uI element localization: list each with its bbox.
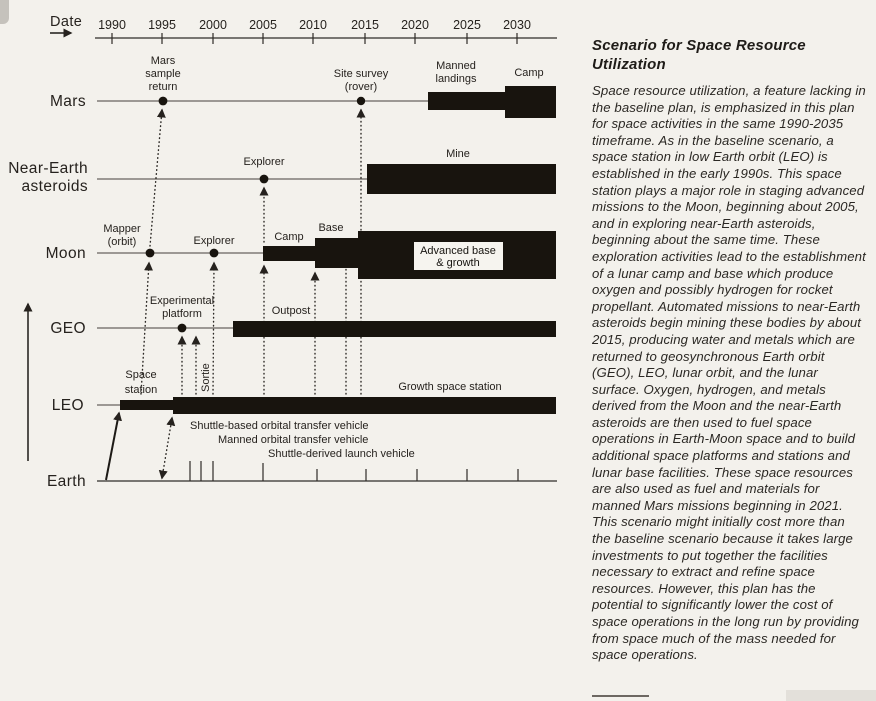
year-label: 2010 [299,18,327,32]
date-axis-label: Date [50,14,83,30]
connector-moon-to-mars-sample-return [150,110,162,246]
moon-base-bar [315,238,358,268]
moon-base-label: Base [318,222,344,234]
year-label: 1990 [98,18,126,32]
mars-manned-landings-bar [428,92,505,110]
mars-site-survey-label: Site survey [333,68,389,80]
row-label-mars: Mars [49,93,86,110]
scan-smudge [0,0,9,24]
moon-camp-label: Camp [274,231,304,243]
earth-launch-ticks [190,461,518,481]
year-label: 2025 [453,18,481,32]
sortie-label: Sortie [200,363,212,392]
moon-camp-bar [263,246,315,261]
mars-site-survey-label: (rover) [344,81,378,93]
axis-year-labels [98,18,531,32]
mars-site-survey-dot [357,97,365,105]
year-label: 2005 [249,18,277,32]
advanced-base-label-box [414,242,503,270]
page-footer-mark [592,695,649,697]
year-label: 1995 [148,18,176,32]
year-label: 2030 [503,18,531,32]
date-axis [50,14,557,44]
geo-platform-label: platform [162,308,202,320]
advanced-base-label: & growth [436,257,480,269]
scenario-text-panel [592,36,866,664]
row-label-earth: Earth [46,473,86,490]
row-label-near-earth: Near-Earth [8,160,88,177]
manned-otv-label: Manned orbital transfer vehicle [218,434,369,446]
mars-manned-landings-label: landings [435,73,477,85]
moon-mapper-label: Mapper [103,223,141,235]
row-label-leo: LEO [51,397,84,414]
mars-sample-return-dot [159,97,168,106]
mars-sample-return-label: sample [145,68,181,80]
mars-sample-return-label: Mars [150,55,176,67]
scan-smudge [786,690,876,701]
shuttle-derived-lv-label: Shuttle-derived launch vehicle [268,448,415,460]
nea-explorer-dot [260,175,269,184]
nea-explorer-label: Explorer [243,156,285,168]
leo-space-station-label: Space [125,369,157,381]
row-label-geo: GEO [50,320,86,337]
leo-growth-station-label: Growth space station [398,381,502,393]
vehicle-labels [190,420,415,460]
geo-outpost-label: Outpost [271,305,311,317]
year-label: 2015 [351,18,379,32]
year-label: 2000 [199,18,227,32]
scenario-body: Space resource utilization, a feature lacking in the baseline plan, is emphasized in this plan for space activities in the same 1990-2035 timeframe. As in the baseline scenario, a space station in low Earth orbit (LEO) is established in the early 1990s. This space station plays a major role in staging advanced missions to the Moon, beginning about 2005, and in exploring near-Earth asteroids, beginning about the same time. These exploration activities lead to the establishment of a lunar camp and base which produce oxygen and possibly hydrogen for rocket propellant. Automated missions to near-Earth asteroids begin mining these bodies by about 2015, producing water and metals which are returned to geosynchronous Earth orbit (GEO), LEO, lunar orbit, and the lunar surface. Oxygen, hydrogen, and metals derived from the Moon and the near-Earth asteroids are then used to fuel space operations in Earth-Moon space and to build additional space platforms and stations and lunar base facilities. These space resources are also used as fuel and materials for manned Mars missions beginning in 2021. This scenario might initially cost more than the baseline scenario because it takes large investments to put together the facilities necessary to extract and refine space resources. However, this plan has the potential to significantly lower the cost of space operations in the long run by providing from space much of the mass needed for space operations. [592,83,866,663]
mars-camp-bar [505,86,556,118]
leo-space-station-label: station [124,384,158,396]
row-labels [8,93,88,490]
nea-mine-bar [367,164,556,194]
leo-space-station-bar [120,400,173,410]
moon-mapper-dot [146,249,155,258]
leo-growth-station-bar [173,397,556,414]
geo-outpost-bar [233,321,556,337]
mars-manned-landings-label: Manned [436,60,476,72]
earth-leo-shuttle-arrow-icon [162,418,172,478]
geo-platform-label: Experimental [149,295,215,307]
earth-to-leo-launch-arrow-icon [106,413,119,480]
moon-mapper-label: (orbit) [107,236,137,248]
advanced-base-label: Advanced base [420,245,496,257]
row-label-moon: Moon [45,245,86,262]
mars-sample-return-label: return [148,81,178,93]
year-label: 2020 [401,18,429,32]
moon-explorer-dot [210,249,219,258]
row-label-asteroids: asteroids [21,178,88,195]
moon-explorer-label: Explorer [193,235,235,247]
mars-camp-label: Camp [514,67,544,79]
nea-mine-label: Mine [446,148,470,160]
shuttle-based-otv-label: Shuttle-based orbital transfer vehicle [190,420,369,432]
geo-platform-dot [178,324,187,333]
scenario-title: Scenario for Space Resource Utilization [592,37,806,73]
